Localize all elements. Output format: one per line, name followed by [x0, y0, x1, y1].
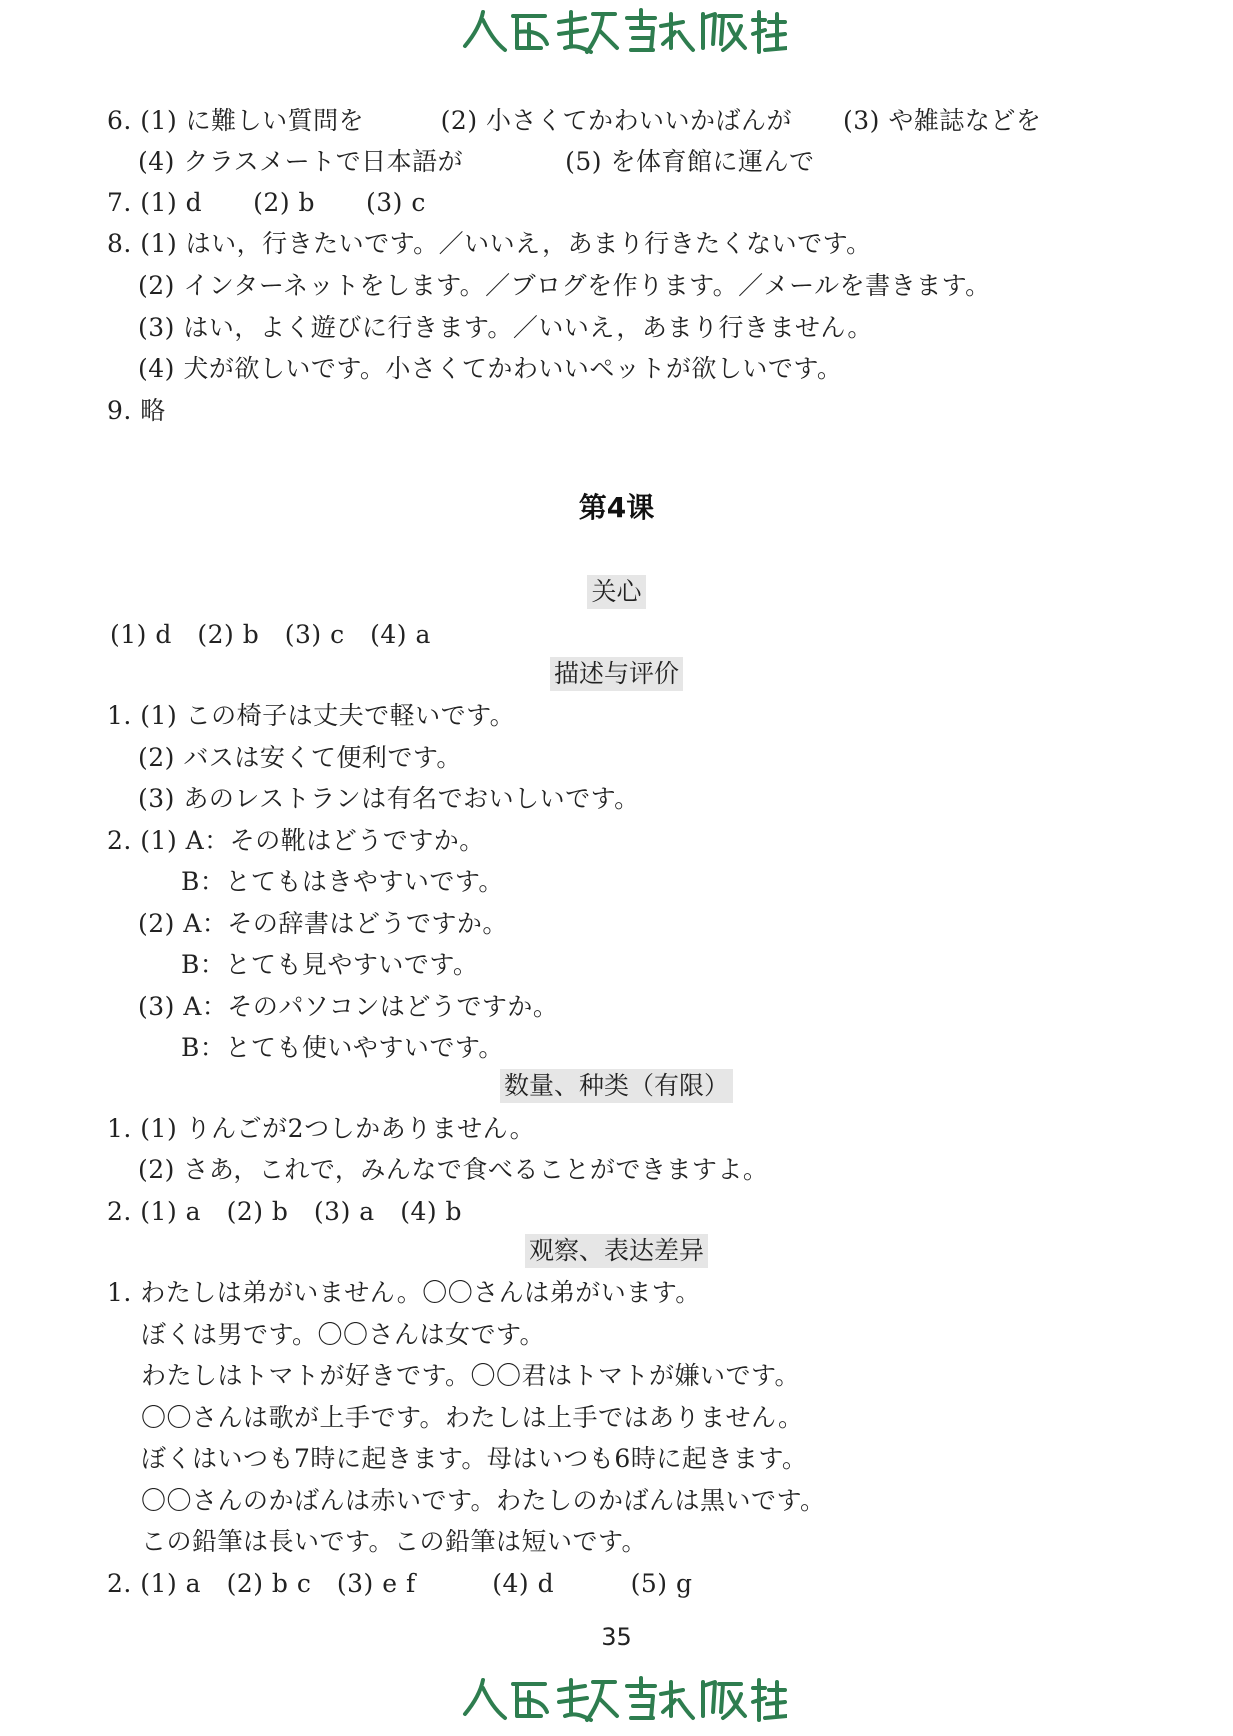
answer-line: B：とてもはきやすいです。: [181, 867, 504, 896]
section-heading-wrap: [0, 1234, 1233, 1268]
section-heading-describe: 描述与评价: [550, 657, 683, 691]
answer-line: 2. (1) A：その靴はどうですか。: [107, 826, 485, 855]
answer-line: (2) インターネットをします。／ブログを作ります。／メールを書きます。: [138, 271, 991, 300]
answer-line: ぼくはいつも7時に起きます。母はいつも6時に起きます。: [141, 1444, 808, 1473]
answer-line: わたしはトマトが好きです。〇〇君はトマトが嫌いです。: [141, 1361, 801, 1390]
answer-line: (4) 犬が欲しいです。小さくてかわいいペットが欲しいです。: [138, 354, 843, 383]
section-heading-observe: 观察、表达差异: [525, 1234, 708, 1268]
answer-line: ぼくは男です。〇〇さんは女です。: [141, 1320, 546, 1349]
answer-line: B：とても使いやすいです。: [181, 1033, 504, 1062]
page-number: 35: [601, 1623, 632, 1651]
section-heading-wrap: [0, 657, 1233, 691]
publisher-logo-icon: [447, 1672, 787, 1728]
answer-line: 1. わたしは弟がいません。〇〇さんは弟がいます。: [107, 1278, 701, 1307]
answer-line: 2. (1) a (2) b (3) a (4) b: [107, 1197, 463, 1226]
answer-line: この鉛筆は長いです。この鉛筆は短いです。: [141, 1527, 648, 1556]
answer-line: (1) d (2) b (3) c (4) a: [110, 620, 431, 649]
lesson-title: 第4课: [578, 491, 655, 524]
publisher-logo-bottom: [0, 1672, 1233, 1732]
answer-line: 2. (1) a (2) b c (3) e f (4) d (5) g: [107, 1569, 693, 1598]
answer-line: (2) バスは安くて便利です。: [138, 743, 462, 772]
section-heading-wrap: [0, 575, 1233, 609]
section-heading-quantity: 数量、种类（有限）: [500, 1069, 733, 1103]
answer-line: 8. (1) はい，行きたいです。／いいえ，あまり行きたくないです。: [107, 229, 872, 258]
answer-line: B：とても見やすいです。: [181, 950, 479, 979]
answer-line: 1. (1) りんごが2つしかありません。: [107, 1114, 536, 1143]
answer-line: (4) クラスメートで日本語が (5) を体育館に運んで: [138, 147, 815, 176]
answer-line: (3) あのレストランは有名でおいしいです。: [138, 784, 640, 813]
answer-line: 6. (1) に難しい質問を (2) 小さくてかわいいかばんが (3) や雑誌などを: [107, 106, 1042, 135]
answer-line: 9. 略: [107, 396, 166, 425]
answer-line: 7. (1) d (2) b (3) c: [107, 188, 426, 217]
answer-line: 1. (1) この椅子は丈夫で軽いです。: [107, 701, 516, 730]
section-heading-concern: 关心: [587, 575, 645, 609]
answer-line: 〇〇さんのかばんは赤いです。わたしのかばんは黒いです。: [141, 1486, 826, 1515]
answer-line: (2) A：その辞書はどうですか。: [138, 909, 508, 938]
section-heading-wrap: [0, 1069, 1233, 1103]
answer-line: (3) A：そのパソコンはどうですか。: [138, 992, 559, 1021]
answer-line: 〇〇さんは歌が上手です。わたしは上手ではありません。: [141, 1403, 804, 1432]
answer-line: (2) さあ，これで，みんなで食べることができますよ。: [138, 1155, 769, 1184]
answer-line: (3) はい，よく遊びに行きます。／いいえ，あまり行きません。: [138, 313, 873, 342]
